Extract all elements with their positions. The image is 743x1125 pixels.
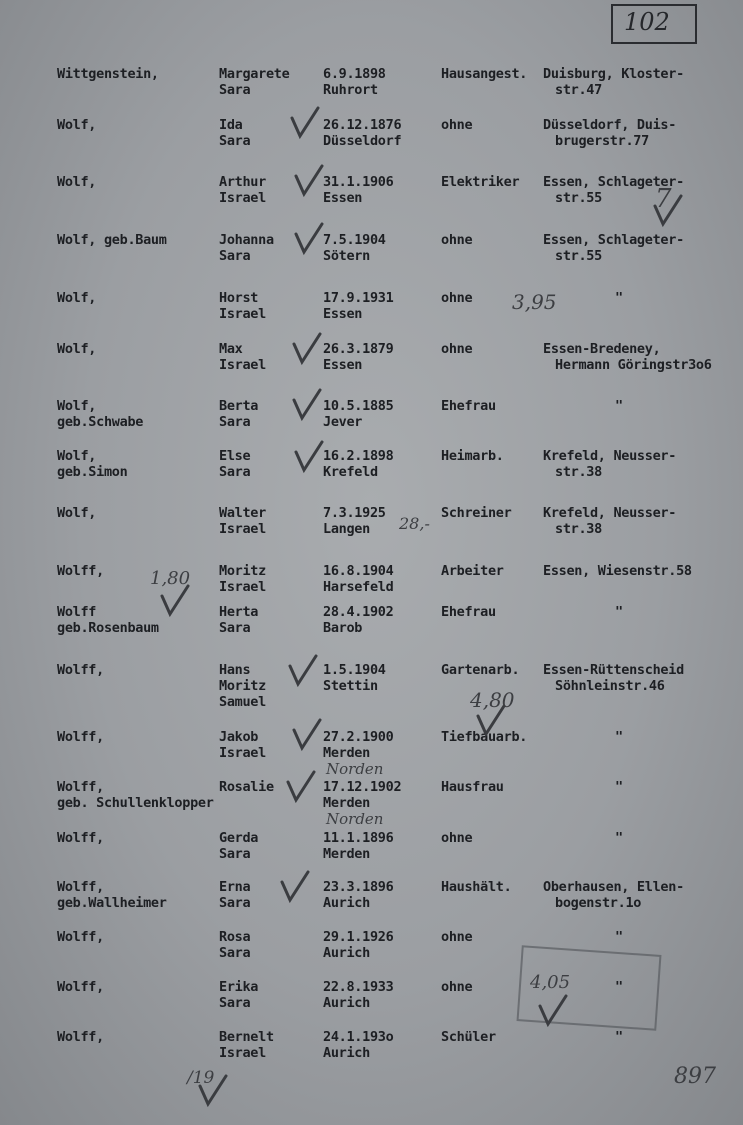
page-mark-left: /19	[187, 1068, 215, 1088]
surname: Wolf,	[57, 398, 97, 414]
address-line: Düsseldorf, Duis-	[543, 117, 677, 133]
surname: Wolff,	[57, 1029, 104, 1045]
address-line: Krefeld, Neusser-	[543, 505, 677, 521]
birth-date: 7.3.1925	[323, 505, 386, 521]
check-mark	[282, 872, 308, 900]
birth-date: 6.9.1898	[323, 66, 386, 82]
occupation: ohne	[441, 979, 473, 995]
given-name: Moritz	[219, 678, 266, 694]
address-line: Krefeld, Neusser-	[543, 448, 677, 464]
given-name: Horst	[219, 290, 259, 306]
given-name: Johanna	[219, 232, 274, 248]
occupation: ohne	[441, 929, 473, 945]
occupation: Haushält.	[441, 879, 512, 895]
birth-place: Merden	[323, 745, 370, 761]
surname: Wolf,	[57, 448, 97, 464]
surname: Wittgenstein,	[57, 66, 159, 82]
given-name: Sara	[219, 846, 251, 862]
given-name: Sara	[219, 895, 251, 911]
birth-place: Aurich	[323, 1045, 370, 1061]
address-line: Duisburg, Kloster-	[543, 66, 684, 82]
occupation: Ehefrau	[441, 604, 496, 620]
surname: Wolff,	[57, 662, 104, 678]
surname: Wolff	[57, 604, 97, 620]
birth-place: Merden	[323, 846, 370, 862]
given-name: Walter	[219, 505, 266, 521]
birth-place: Harsefeld	[323, 579, 394, 595]
given-name: Else	[219, 448, 251, 464]
given-name: Berta	[219, 398, 259, 414]
surname-maiden: geb.Schwabe	[57, 414, 144, 430]
occupation: Ehefrau	[441, 398, 496, 414]
given-name: Ida	[219, 117, 243, 133]
address-line: Oberhausen, Ellen-	[543, 879, 684, 895]
birth-place: Aurich	[323, 945, 370, 961]
note-stamp: 4,05	[530, 972, 571, 993]
given-name: Israel	[219, 306, 266, 322]
address-ditto: "	[615, 1029, 623, 1045]
address-line: str.55	[555, 190, 602, 206]
given-name: Sara	[219, 248, 251, 264]
birth-place: Krefeld	[323, 464, 378, 480]
surname-maiden: geb.Wallheimer	[57, 895, 167, 911]
birth-date: 22.8.1933	[323, 979, 394, 995]
given-name: Moritz	[219, 563, 266, 579]
birth-date: 26.3.1879	[323, 341, 394, 357]
check-mark	[296, 224, 322, 252]
occupation: Heimarb.	[441, 448, 504, 464]
address-line: Söhnleinstr.46	[555, 678, 665, 694]
birth-place: Jever	[323, 414, 363, 430]
birth-place: Essen	[323, 190, 363, 206]
given-name: Jakob	[219, 729, 259, 745]
given-name: Sara	[219, 414, 251, 430]
note-walter: 28,-	[399, 514, 430, 533]
birth-date: 17.9.1931	[323, 290, 394, 306]
check-mark	[294, 720, 320, 748]
given-name: Erna	[219, 879, 251, 895]
surname-maiden: geb.Simon	[57, 464, 128, 480]
birth-date: 17.12.1902	[323, 779, 402, 795]
note-hans: 4,80	[470, 688, 515, 712]
note-essen: 7	[655, 184, 672, 214]
given-name: Israel	[219, 357, 266, 373]
note-horst: 3,95	[512, 290, 557, 314]
check-mark	[290, 656, 316, 684]
given-name: Sara	[219, 945, 251, 961]
address-line: Essen-Rüttenscheid	[543, 662, 684, 678]
surname: Wolf,	[57, 505, 97, 521]
surname-maiden: geb.Rosenbaum	[57, 620, 159, 636]
birth-date: 28.4.1902	[323, 604, 394, 620]
note-gerda: Norden	[326, 810, 384, 828]
check-mark	[162, 586, 188, 614]
surname: Wolff,	[57, 879, 104, 895]
surname: Wolf,	[57, 341, 97, 357]
occupation: ohne	[441, 232, 473, 248]
birth-place: Aurich	[323, 995, 370, 1011]
occupation: Hausfrau	[441, 779, 504, 795]
occupation: Hausangest.	[441, 66, 528, 82]
folio-number: 102	[624, 8, 670, 36]
address-line: brugerstr.77	[555, 133, 649, 149]
given-name: Max	[219, 341, 243, 357]
occupation: Elektriker	[441, 174, 520, 190]
given-name: Hans	[219, 662, 251, 678]
check-mark	[294, 390, 320, 418]
occupation: ohne	[441, 290, 473, 306]
birth-date: 11.1.1896	[323, 830, 394, 846]
birth-date: 16.8.1904	[323, 563, 394, 579]
address-line: Essen, Schlageter-	[543, 232, 684, 248]
birth-date: 23.3.1896	[323, 879, 394, 895]
surname: Wolff,	[57, 929, 104, 945]
surname: Wolff,	[57, 979, 104, 995]
address-ditto: "	[615, 398, 623, 414]
birth-place: Düsseldorf	[323, 133, 402, 149]
occupation: Gartenarb.	[441, 662, 520, 678]
address-ditto: "	[615, 929, 623, 945]
address-line: Essen, Schlageter-	[543, 174, 684, 190]
surname: Wolf, geb.Baum	[57, 232, 167, 248]
given-name: Bernelt	[219, 1029, 274, 1045]
address-ditto: "	[615, 290, 623, 306]
birth-date: 29.1.1926	[323, 929, 394, 945]
birth-date: 1.5.1904	[323, 662, 386, 678]
address-ditto: "	[615, 979, 623, 995]
birth-place: Barob	[323, 620, 363, 636]
address-ditto: "	[615, 729, 623, 745]
birth-place: Sötern	[323, 248, 370, 264]
check-mark	[292, 108, 318, 136]
birth-place: Essen	[323, 357, 363, 373]
given-name: Rosa	[219, 929, 251, 945]
address-line: Essen-Bredeney,	[543, 341, 661, 357]
surname: Wolff,	[57, 729, 104, 745]
address-ditto: "	[615, 604, 623, 620]
address-line: str.55	[555, 248, 602, 264]
surname: Wolf,	[57, 290, 97, 306]
given-name: Rosalie	[219, 779, 274, 795]
given-name: Sara	[219, 133, 251, 149]
birth-date: 27.2.1900	[323, 729, 394, 745]
occupation: ohne	[441, 830, 473, 846]
birth-date: 24.1.193o	[323, 1029, 394, 1045]
surname: Wolf,	[57, 117, 97, 133]
given-name: Israel	[219, 190, 266, 206]
address-line: bogenstr.1o	[555, 895, 642, 911]
birth-date: 10.5.1885	[323, 398, 394, 414]
address-line: str.38	[555, 521, 602, 537]
surname: Wolf,	[57, 174, 97, 190]
given-name: Israel	[219, 521, 266, 537]
surname: Wolff,	[57, 830, 104, 846]
given-name: Israel	[219, 745, 266, 761]
address-ditto: "	[615, 779, 623, 795]
occupation: Schüler	[441, 1029, 496, 1045]
address-line: str.38	[555, 464, 602, 480]
surname: Wolff,	[57, 563, 104, 579]
given-name: Sara	[219, 620, 251, 636]
note-rosalie: Norden	[326, 760, 384, 778]
given-name: Sara	[219, 995, 251, 1011]
given-name: Sara	[219, 82, 251, 98]
birth-place: Langen	[323, 521, 370, 537]
check-mark	[296, 166, 322, 194]
occupation: ohne	[441, 117, 473, 133]
address-line: Essen, Wiesenstr.58	[543, 563, 692, 579]
birth-place: Ruhrort	[323, 82, 378, 98]
given-name: Margarete	[219, 66, 290, 82]
check-mark	[296, 442, 322, 470]
birth-date: 16.2.1898	[323, 448, 394, 464]
surname: Wolff,	[57, 779, 104, 795]
page-mark-right: 897	[674, 1064, 716, 1089]
check-mark	[294, 334, 320, 362]
occupation: ohne	[441, 341, 473, 357]
given-name: Samuel	[219, 694, 266, 710]
address-line: Hermann Göringstr3o6	[555, 357, 712, 373]
occupation: Schreiner	[441, 505, 512, 521]
check-mark	[288, 772, 314, 800]
given-name: Gerda	[219, 830, 259, 846]
given-name: Herta	[219, 604, 259, 620]
birth-place: Stettin	[323, 678, 378, 694]
given-name: Israel	[219, 579, 266, 595]
birth-place: Merden	[323, 795, 370, 811]
occupation: Tiefbauarb.	[441, 729, 528, 745]
birth-date: 26.12.1876	[323, 117, 402, 133]
birth-date: 31.1.1906	[323, 174, 394, 190]
birth-place: Aurich	[323, 895, 370, 911]
given-name: Sara	[219, 464, 251, 480]
given-name: Arthur	[219, 174, 266, 190]
given-name: Israel	[219, 1045, 266, 1061]
occupation: Arbeiter	[441, 563, 504, 579]
given-name: Erika	[219, 979, 259, 995]
birth-place: Essen	[323, 306, 363, 322]
address-line: str.47	[555, 82, 602, 98]
surname-maiden: geb. Schullenklopper	[57, 795, 214, 811]
birth-date: 7.5.1904	[323, 232, 386, 248]
address-ditto: "	[615, 830, 623, 846]
note-moritz: 1,80	[150, 568, 191, 589]
